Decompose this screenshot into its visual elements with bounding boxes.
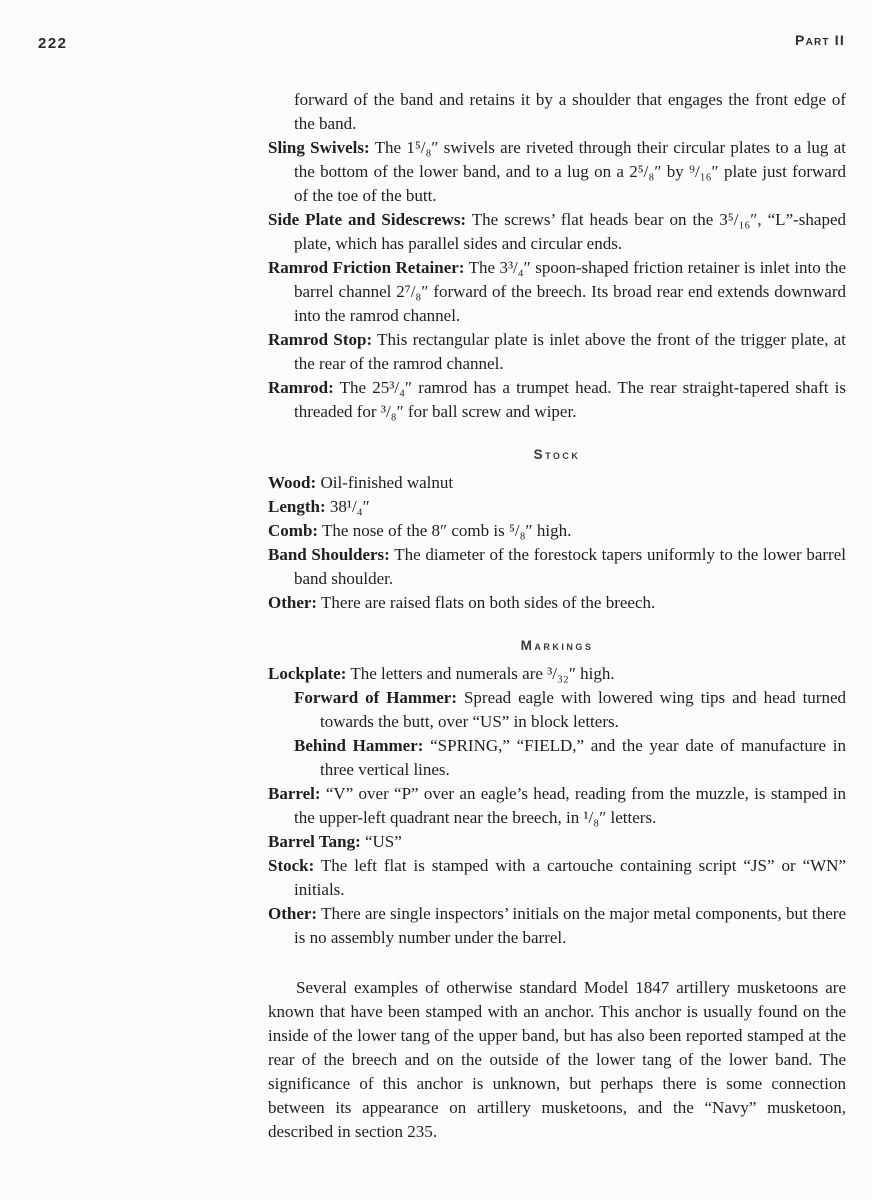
entry-length [268,495,846,519]
entry-text: The screws’ flat heads bear on the 3⁵/₁₆″, “L”-shaped plate, which has parallel sides and circular ends. [294,210,846,253]
entry-label: Wood: [268,473,317,492]
entry-text: “V” over “P” over an eagle’s head, reading from the muzzle, is stamped in the upper-left quadrant near the breech, in ¹/₈″ letters. [294,784,847,827]
entry-label: Barrel: [268,784,321,803]
entry-wood [268,471,846,495]
entry-lockplate [268,662,846,686]
entry-label: Comb: [268,521,319,540]
entry-sling-swivels [268,136,846,208]
entry-comb [268,519,846,543]
entry-text: 38¹/₄″ [329,497,370,516]
entry-label: Sling Swivels: [268,138,370,157]
entry-text: Oil-finished walnut [320,473,454,492]
entry-other-stock [268,591,846,615]
entry-barrel [268,782,846,830]
entry-text: “SPRING,” “FIELD,” and the year date of manufacture in three vertical lines. [320,736,846,779]
entry-label: Length: [268,497,326,516]
entry-text: There are single inspectors’ initials on the major metal components, but there is no assembly number under the barrel. [294,904,846,947]
entry-other-markings [268,902,846,950]
entry-text: The left flat is stamped with a cartouche containing script “JS” or “WN” initials. [294,856,846,899]
entry-label: Band Shoulders: [268,545,390,564]
entry-label: Other: [268,904,318,923]
entry-label: Barrel Tang: [268,832,361,851]
page-number: 222 [38,35,68,52]
subentry-behind-hammer [268,734,846,782]
entry-label: Ramrod: [268,378,334,397]
section-heading-markings: Markings [520,638,594,653]
entry-text: The letters and numerals are ³/₃₂″ high. [350,664,615,683]
entry-text: The 25³/₄″ ramrod has a trumpet head. The rear straight-tapered shaft is threaded for ³/₈″ for ball screw and wiper. [294,378,846,421]
entry-text: The 3³/₄″ spoon-shaped friction retainer is inlet into the barrel channel 2⁷/₈″ forward of the breech. Its broad rear end extends downward into the ramrod channel. [294,258,846,325]
entry-text: “US” [364,832,402,851]
entry-text: The 1⁵/₈″ swivels are riveted through their circular plates to a lug at the bottom of the lower band, and to a lug on a 2⁵/₈″ by ⁹/₁₆″ plate just forward of the toe of the butt. [294,138,846,205]
entry-text: This rectangular plate is inlet above the front of the trigger plate, at the rear of the ramrod channel. [294,330,846,373]
text-column [268,88,846,1144]
entry-label: Stock: [268,856,315,875]
entry-barrel-tang [268,830,846,854]
entry-label: Ramrod Stop: [268,330,373,349]
entry-band-shoulders [268,543,846,591]
entry-text: The diameter of the forestock tapers uniformly to the lower barrel band shoulder. [294,545,846,588]
paragraph-continuation: forward of the band and retains it by a shoulder that engages the front edge of the band. [294,90,846,133]
entry-label: Forward of Hammer: [294,688,458,707]
entry-text: There are raised flats on both sides of the breech. [321,593,656,612]
entry-label: Other: [268,593,318,612]
closing-paragraph: Several examples of otherwise standard Model 1847 artillery musketoons are known that have been stamped with an anchor. This anchor is usually found on the inside of the lower tang of the upper band, but has also been reported stamped at the rear of the breech and on the outside of the lower tang of the lower band. The significance of this anchor is unknown, but perhaps there is some connection between its appearance on artillery musketoons, and the “Navy” musketoon, described in section 235. [268,978,846,1141]
section-heading-stock: Stock [533,447,581,462]
entry-ramrod-friction-retainer [268,256,846,328]
entry-label: Behind Hammer: [294,736,424,755]
entry-label: Ramrod Friction Retainer: [268,258,465,277]
running-head: Part II [795,32,845,48]
entry-ramrod [268,376,846,424]
subentry-forward-of-hammer [268,686,846,734]
entry-label: Side Plate and Sidescrews: [268,210,467,229]
entry-label: Lockplate: [268,664,347,683]
entry-stock-marking [268,854,846,902]
entry-side-plate-and-sidescrews [268,208,846,256]
entry-text: The nose of the 8″ comb is ⁵/₈″ high. [322,521,572,540]
entry-text: Spread eagle with lowered wing tips and head turned towards the butt, over “US” in block letters. [320,688,847,731]
entry-ramrod-stop [268,328,846,376]
